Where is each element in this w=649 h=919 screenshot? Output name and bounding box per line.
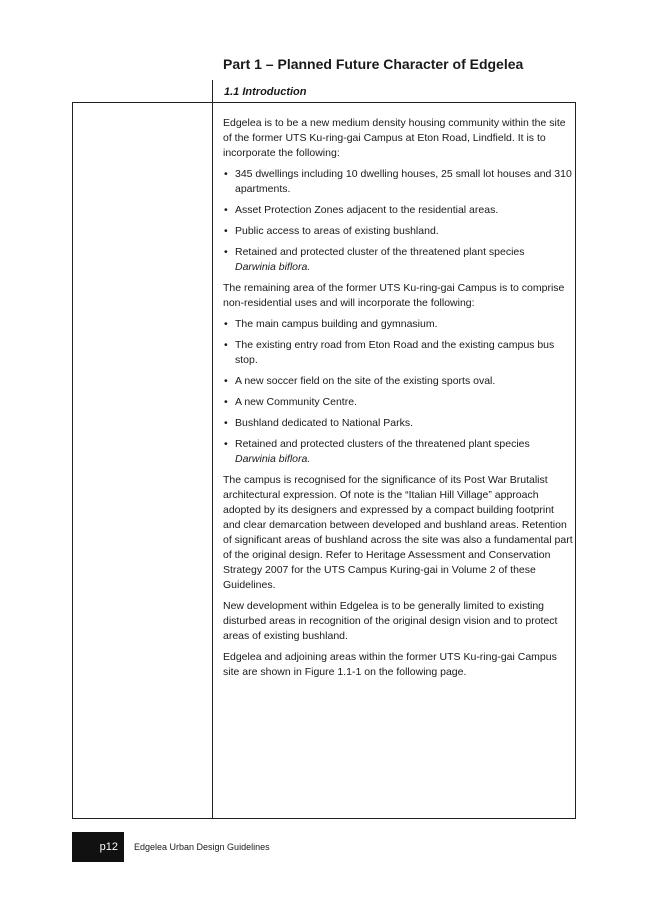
page-number: p12 <box>99 841 118 853</box>
page-number-tab <box>72 832 124 862</box>
list-item: • Retained and protected clusters of the threatened plant species Darwinia biflora. <box>223 437 573 467</box>
column-divider <box>212 103 213 818</box>
body-text <box>223 116 573 686</box>
footer-document-title: Edgelea Urban Design Guidelines <box>134 842 270 852</box>
section-title: 1.1 Introduction <box>224 86 307 98</box>
figure-paragraph: Edgelea and adjoining areas within the former UTS Ku-ring-gai Campus site are shown in Figure 1.1-1 on the following page. <box>223 651 557 678</box>
column-divider-top <box>212 80 213 102</box>
list-item: • Bushland dedicated to National Parks. <box>223 416 573 431</box>
development-paragraph: New development within Edgelea is to be generally limited to existing disturbed areas in recognition of the original design vision and to protect areas of existing bushland. <box>223 600 558 642</box>
remaining-list <box>223 317 573 467</box>
list-item: • Public access to areas of existing bushland. <box>223 224 573 239</box>
list-item: • A new soccer field on the site of the existing sports oval. <box>223 374 573 389</box>
list-item: • Retained and protected cluster of the threatened plant species Darwinia biflora. <box>223 245 573 275</box>
list-item: • Asset Protection Zones adjacent to the residential areas. <box>223 203 573 218</box>
intro-list <box>223 167 573 275</box>
part-title: Part 1 – Planned Future Character of Edgelea <box>223 56 524 72</box>
list-item: • A new Community Centre. <box>223 395 573 410</box>
list-item: • The existing entry road from Eton Road and the existing campus bus stop. <box>223 338 573 368</box>
intro-paragraph: Edgelea is to be a new medium density housing community within the site of the former UTS Ku-ring-gai Campus at Eton Road, Lindfield. It is to incorporate the following: <box>223 117 566 159</box>
list-item: • The main campus building and gymnasium. <box>223 317 573 332</box>
list-item: • 345 dwellings including 10 dwelling houses, 25 small lot houses and 310 apartments. <box>223 167 573 197</box>
remaining-paragraph: The remaining area of the former UTS Ku-ring-gai Campus is to comprise non-residential uses and will incorporate the following: <box>223 282 565 309</box>
campus-paragraph: The campus is recognised for the significance of its Post War Brutalist architectural expression. Of note is the “Italian Hill Village” approach adopted by its designers and expressed by a compact building footprint and clear demarcation between developed and bushland areas. Retention of significant areas of bushland across the site was also a fundamental part of the original design. Refer to Heritage Assessment and Conservation Strategy 2007 for the UTS Campus Kuring-gai in Volume 2 of these Guidelines. <box>223 474 573 591</box>
